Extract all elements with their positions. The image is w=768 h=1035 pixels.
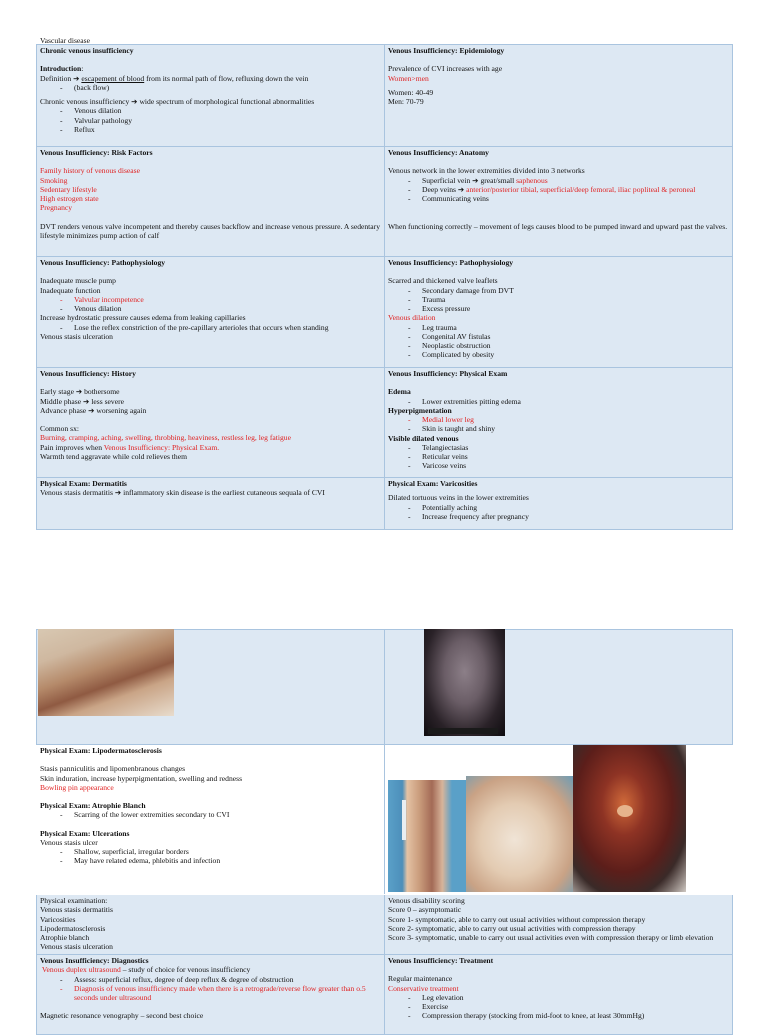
text-line: Stasis panniculitis and lipomenbranous changes (40, 764, 186, 774)
list-item: - Assess: superficial reflux, degree of deep reflux & degree of obstruction (60, 975, 381, 984)
risk-item: Family history of venous disease (40, 166, 140, 176)
text-line: Inadequate muscle pump (40, 276, 116, 286)
list-item: - Exercise (408, 1002, 729, 1011)
list-item: - Venous dilation (60, 106, 381, 115)
list-item: - Valvular incompetence (60, 295, 381, 304)
text-line: Advance phase ➔ worsening again (40, 405, 147, 415)
list-item: - Superficial vein ➔ great/small saphenous (408, 176, 729, 185)
text-line: Venous stasis ulceration (40, 942, 113, 952)
cell-varicosities (385, 478, 733, 530)
section-heading: Chronic venous insufficiency (40, 46, 134, 55)
cell-history (37, 368, 385, 478)
text-line: Atrophie blanch (40, 933, 90, 942)
document-page (36, 0, 733, 1024)
text-line: Venous stasis ulcer (40, 837, 98, 847)
text-line: Score 2- symptomatic, able to carry out usual activities with compression therapy (388, 923, 636, 933)
text-line: Prevalence of CVI increases with age (388, 64, 503, 74)
text-line: Dilated tortuous veins in the lower extremities (388, 493, 529, 503)
cell-diagnostics (37, 955, 385, 1035)
dermatitis-leg-photo (38, 629, 174, 716)
text-line: Venous duplex ultrasound – study of choice for venous insufficiency (41, 965, 251, 975)
list-item: - Secondary damage from DVT (408, 286, 729, 295)
section-heading: Physical Exam: Ulcerations (40, 828, 130, 838)
list-item: - Compression therapy (stocking from mid-foot to knee, at least 30mmHg) (408, 1011, 729, 1020)
text-line: Skin induration, increase hyperpigmentation, swelling and redness (40, 773, 243, 783)
risk-item: Smoking (40, 175, 68, 185)
text-line: Venous network in the lower extremities divided into 3 networks (388, 166, 585, 176)
cell-pathophysiology-right (385, 257, 733, 368)
varicosities-leg-photo (424, 629, 505, 736)
text-line: Burning, cramping, aching, swelling, throbbing, heaviness, restless leg, leg fatigue (40, 433, 291, 443)
text-line: Conservative treatment (388, 983, 459, 993)
cell-pathophysiology-left (37, 257, 385, 368)
section-heading: Venous Insufficiency: Risk Factors (40, 148, 153, 157)
section-heading: Venous Insufficiency: Anatomy (388, 148, 489, 157)
text-line: Score 1- symptomatic, able to carry out usual activities without compression therapy (388, 914, 646, 924)
list-item: - Leg elevation (408, 993, 729, 1002)
list-item: - Reticular veins (408, 452, 729, 461)
list-item: - Trauma (408, 295, 729, 304)
list-item: - Scarring of the lower extremities secondary to CVI (60, 810, 381, 819)
list-item: - Communicating veins (408, 194, 729, 203)
cell-anatomy (385, 147, 733, 257)
list-item: - Telangiectasias (408, 443, 729, 452)
text-line: Common sx: (40, 424, 80, 433)
cvi-line: Chronic venous insufficiency ➔ wide spectrum of morphological functional abnormalities (40, 97, 315, 106)
risk-item: Pregnancy (40, 203, 73, 213)
text-line: Physical examination: (40, 896, 108, 905)
section-heading: Venous Insufficiency: Epidemiology (388, 46, 505, 55)
text-line: Score 0 – asymptomatic (388, 905, 462, 915)
text-line: Venous dilation (388, 313, 436, 323)
text-line: Bowling pin appearance (40, 782, 114, 792)
section-heading: Venous Insufficiency: History (40, 369, 136, 378)
intro-label: Introduction (40, 64, 82, 74)
text-line: Inadequate function (40, 285, 101, 295)
venous-ulcer-photo (573, 745, 686, 892)
text-line: Pain improves when Venous Insufficiency: Physical Exam. (40, 442, 220, 452)
list-item: - Lower extremities pitting edema (408, 397, 729, 406)
cell-disability-scoring (385, 895, 733, 955)
cell-risk-factors (37, 147, 385, 257)
list-item: - Shallow, superficial, irregular borders (60, 847, 381, 856)
atrophie-blanche-photo (466, 776, 574, 892)
text-line: Magnetic resonance venography – second best choice (40, 1011, 204, 1021)
subheading: Visible dilated venous (388, 433, 459, 443)
list-item: - May have related edema, phlebitis and infection (60, 856, 381, 865)
text-line: Regular maintenance (388, 974, 453, 984)
list-item: - Diagnosis of venous insufficiency made when there is a retrograde/reverse flow greater than o.5 seconds under ultrasound (60, 984, 381, 1003)
text-line: Venous stasis dermatitis ➔ inflammatory skin disease is the earliest cutaneous sequala of CVI (40, 488, 325, 498)
text-line: Venous stasis dermatitis (40, 905, 113, 915)
section-heading: Physical Exam: Varicosities (388, 479, 478, 488)
text-line: Middle phase ➔ less severe (40, 396, 124, 406)
list-item: - Varicose veins (408, 461, 729, 470)
text-line: Lipodermatosclerosis (40, 923, 106, 933)
section-heading: Venous Insufficiency: Pathophysiology (388, 258, 514, 267)
text-line: Venous stasis ulceration (40, 331, 113, 341)
list-item: - Medial lower leg (408, 415, 729, 424)
list-item: - Neoplastic obstruction (408, 341, 729, 350)
section-heading: Venous Insufficiency: Treatment (388, 956, 494, 965)
text-line: Early stage ➔ bothersome (40, 387, 120, 397)
notes-table-upper (36, 44, 733, 530)
text-line: Warmth tend aggravate while cold relieves them (40, 451, 187, 461)
text-line: Scarred and thickened valve leaflets (388, 276, 498, 286)
list-item: - Skin is taught and shiny (408, 424, 729, 433)
list-item: - Potentially aching (408, 503, 729, 512)
risk-item: Sedentary lifestyle (40, 184, 97, 194)
list-item: - Venous dilation (60, 304, 381, 313)
section-heading: Venous Insufficiency: Diagnostics (40, 956, 149, 965)
section-heading: Physical Exam: Atrophie Blanch (40, 801, 146, 810)
text-line: When functioning correctly – movement of legs causes blood to be pumped inward and upward past the valves. (388, 222, 728, 232)
definition-line: Definition ➔ escapement of blood from its normal path of flow, refluxing down the vein (40, 73, 309, 83)
risk-item: High estrogen state (40, 194, 99, 203)
list-item: - Leg trauma (408, 323, 729, 332)
cell-lipo-atrophie-ulcer (37, 745, 385, 895)
list-item: - Deep veins ➔ anterior/posterior tibial, superficial/deep femoral, iliac popliteal & peroneal (408, 185, 729, 194)
section-heading: Physical Exam: Dermatitis (40, 479, 127, 488)
cell-exam-list (37, 895, 385, 955)
list-item: - Increase frequency after pregnancy (408, 512, 729, 521)
section-heading: Venous Insufficiency: Pathophysiology (40, 258, 166, 267)
text-line: Men: 70-79 (388, 97, 424, 106)
cell-physical-exam (385, 368, 733, 478)
cell-cvi-intro: Chronic venous insufficiency Introduction: Definition ➔ escapement of blood from its normal path of flow, refluxing down the vein - (back flow) Chronic venous insufficiency ➔ wide spectrum of morphological functional abnormalities - Venous dilation - Valvular pathology - Reflux (37, 45, 385, 147)
cell-epidemiology (385, 45, 733, 147)
list-item: - (back flow) (60, 83, 381, 92)
list-item: - Congenital AV fistulas (408, 332, 729, 341)
list-item: - Valvular pathology (60, 116, 381, 125)
list-item: - Complicated by obesity (408, 350, 729, 359)
cell-treatment (385, 955, 733, 1035)
subheading: Edema (388, 387, 411, 397)
list-item: - Excess pressure (408, 304, 729, 313)
list-item: - Lose the reflex constriction of the pre-capillary arterioles that occurs when standing (60, 323, 381, 332)
section-heading: Venous Insufficiency: Physical Exam (388, 369, 508, 378)
text-line: Women: 40-49 (388, 87, 434, 97)
text-line: DVT renders venous valve incompetent and thereby causes backflow and increase venous pressure. A sedentary lifestyle minimizes pump action of calf (40, 221, 380, 240)
text-line: Venous disability scoring (388, 896, 465, 905)
cell-dermatitis (37, 478, 385, 530)
text-line: Women>men (388, 73, 429, 83)
section-heading: Physical Exam: Lipodermatosclerosis (40, 746, 162, 755)
text-line: Varicosities (40, 914, 76, 924)
text-line: Score 3- symptomatic, unable to carry out usual activities even with compression therapy or limb elevation (388, 933, 714, 942)
text-line: Increase hydrostatic pressure causes edema from leaking capillaries (40, 313, 246, 323)
lipodermatosclerosis-photo (388, 780, 468, 892)
document-title: Vascular disease (40, 36, 90, 45)
list-item: - Reflux (60, 125, 381, 134)
subheading: Hyperpigmentation (388, 405, 452, 415)
